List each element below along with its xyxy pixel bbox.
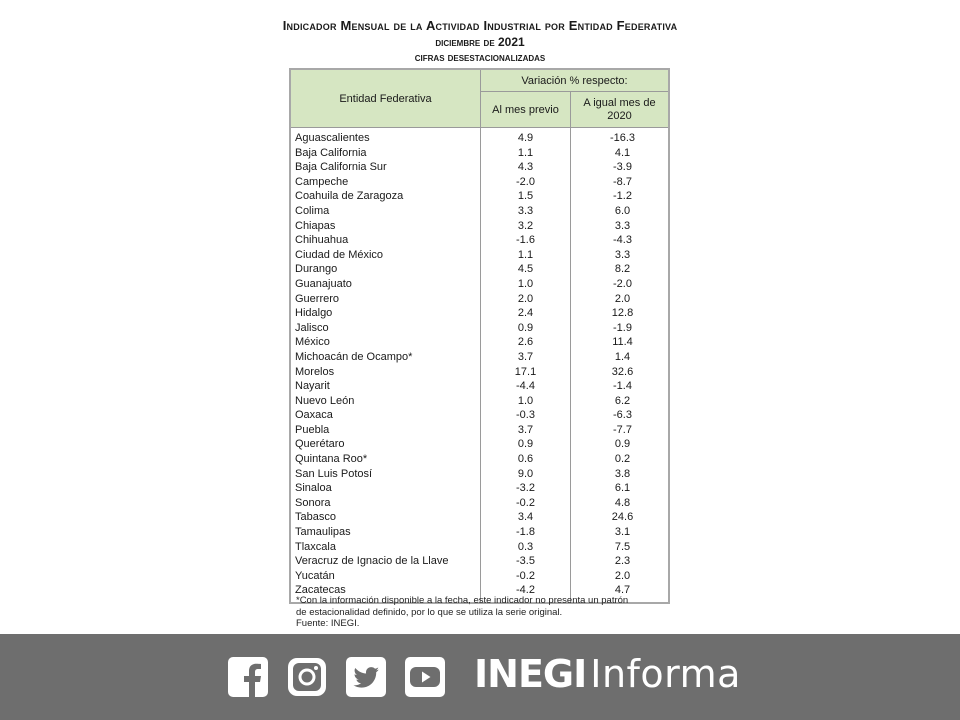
instagram-icon[interactable]	[287, 657, 327, 697]
cell-igual-mes: 2.3	[614, 555, 631, 568]
footnotes	[296, 595, 686, 630]
cell-entidad: Zacatecas	[291, 583, 481, 598]
cell-mes-previo: 3.2	[481, 219, 571, 234]
cell-igual-mes: -2.0	[613, 277, 632, 290]
cell-igual-mes: 3.3	[614, 248, 631, 261]
cell-entidad: Tlaxcala	[291, 540, 481, 555]
cell-entidad: Tamaulipas	[291, 525, 481, 540]
cell-igual-mes: -1.2	[613, 190, 632, 203]
cell-mes-previo: 4.3	[481, 160, 571, 175]
cell-igual-mes: 1.4	[614, 350, 631, 363]
cell-igual-mes: 6.1	[614, 482, 631, 495]
social-footer	[0, 634, 960, 720]
cell-entidad: San Luis Potosí	[291, 467, 481, 482]
cell-igual-mes: 4.1	[614, 146, 631, 159]
cell-igual-mes: 8.2	[614, 263, 631, 276]
report-date: diciembre de 2021	[435, 35, 525, 49]
cell-mes-previo: -3.2	[481, 481, 571, 496]
cell-mes-previo: 9.0	[481, 467, 571, 482]
cell-igual-mes: 2.0	[614, 569, 631, 582]
cell-igual-mes: -7.7	[613, 423, 632, 436]
header-igual-mes: A igual mes de 2020	[583, 96, 656, 122]
cell-mes-previo: 1.5	[481, 189, 571, 204]
cell-igual-mes: -1.9	[613, 321, 632, 334]
cell-mes-previo: 0.9	[481, 437, 571, 452]
cell-igual-mes: 3.8	[614, 467, 631, 480]
cell-entidad: Coahuila de Zaragoza	[291, 189, 481, 204]
report-subtitle: cifras desestacionalizadas	[414, 52, 546, 64]
cell-entidad: Chihuahua	[291, 233, 481, 248]
cell-entidad: Aguascalientes	[291, 131, 481, 146]
cell-igual-mes: 4.7	[614, 584, 631, 597]
cell-mes-previo: 2.6	[481, 335, 571, 350]
cell-mes-previo: -0.2	[481, 496, 571, 511]
cell-mes-previo: 4.5	[481, 262, 571, 277]
cell-entidad: Hidalgo	[291, 306, 481, 321]
cell-entidad: Morelos	[291, 365, 481, 380]
cell-mes-previo: -4.4	[481, 379, 571, 394]
youtube-icon[interactable]	[405, 657, 445, 697]
brand-informa: Informa	[590, 652, 741, 696]
cell-mes-previo: -4.2	[481, 583, 571, 598]
cell-entidad: Baja California Sur	[291, 160, 481, 175]
cell-mes-previo: 3.4	[481, 510, 571, 525]
cell-mes-previo: 0.9	[481, 321, 571, 336]
cell-entidad: Sinaloa	[291, 481, 481, 496]
cell-entidad: Colima	[291, 204, 481, 219]
cell-entidad: Nayarit	[291, 379, 481, 394]
cell-entidad: Jalisco	[291, 321, 481, 336]
cell-igual-mes: 11.4	[612, 336, 633, 349]
cell-entidad: México	[291, 335, 481, 350]
cell-mes-previo: 4.9	[481, 131, 571, 146]
cell-igual-mes: 6.0	[614, 204, 631, 217]
cell-mes-previo: -3.5	[481, 554, 571, 569]
header-entidad: Entidad Federativa	[291, 70, 481, 127]
cell-entidad: Durango	[291, 262, 481, 277]
cell-igual-mes: 3.3	[614, 219, 631, 232]
cell-igual-mes: 0.9	[614, 438, 631, 451]
twitter-icon[interactable]	[346, 657, 386, 697]
cell-mes-previo: 1.1	[481, 248, 571, 263]
footnote-line-2: de estacionalidad definido, por lo que se utiliza la serie original.	[296, 606, 563, 618]
cell-igual-mes: 0.2	[614, 453, 631, 466]
title-block	[0, 18, 960, 65]
cell-mes-previo: 1.1	[481, 146, 571, 161]
cell-igual-mes: -3.9	[613, 161, 632, 174]
cell-entidad: Guanajuato	[291, 277, 481, 292]
cell-entidad: Nuevo León	[291, 394, 481, 409]
cell-igual-mes: 3.1	[614, 526, 631, 539]
cell-igual-mes: 7.5	[614, 540, 631, 553]
cell-mes-previo: 2.4	[481, 306, 571, 321]
cell-entidad: Michoacán de Ocampo*	[291, 350, 481, 365]
header-mes-previo: Al mes previo	[481, 92, 571, 127]
cell-mes-previo: 3.7	[481, 350, 571, 365]
cell-entidad: Guerrero	[291, 292, 481, 307]
cell-mes-previo: -1.8	[481, 525, 571, 540]
cell-entidad: Sonora	[291, 496, 481, 511]
cell-igual-mes: -8.7	[613, 175, 632, 188]
cell-igual-mes: 2.0	[614, 292, 631, 305]
cell-mes-previo: 3.3	[481, 204, 571, 219]
cell-entidad: Oaxaca	[291, 408, 481, 423]
cell-entidad: Puebla	[291, 423, 481, 438]
cell-mes-previo: -0.2	[481, 569, 571, 584]
cell-igual-mes: 24.6	[611, 511, 634, 524]
cell-mes-previo: 3.7	[481, 423, 571, 438]
cell-mes-previo: 1.0	[481, 394, 571, 409]
cell-igual-mes: 4.8	[614, 496, 631, 509]
header-variacion: Variación % respecto:	[481, 70, 668, 92]
cell-entidad: Ciudad de México	[291, 248, 481, 263]
cell-igual-mes: 32.6	[611, 365, 634, 378]
data-table	[289, 68, 670, 604]
cell-mes-previo: 0.6	[481, 452, 571, 467]
cell-entidad: Yucatán	[291, 569, 481, 584]
cell-igual-mes: -1.4	[613, 380, 632, 393]
cell-mes-previo: 1.0	[481, 277, 571, 292]
cell-igual-mes: -16.3	[609, 132, 636, 144]
table-header	[291, 70, 668, 128]
cell-igual-mes: -6.3	[613, 409, 632, 422]
brand-inegi: INEGI	[474, 652, 587, 696]
cell-mes-previo: -2.0	[481, 175, 571, 190]
cell-mes-previo: 17.1	[481, 365, 571, 380]
inegi-informa-logo	[474, 652, 741, 702]
facebook-icon[interactable]	[228, 657, 268, 697]
cell-igual-mes: 12.8	[611, 307, 634, 320]
cell-igual-mes: -4.3	[613, 234, 632, 247]
cell-mes-previo: 2.0	[481, 292, 571, 307]
footnote-line-1: *Con la información disponible a la fecha, este indicador no presenta un patrón	[296, 595, 629, 606]
cell-mes-previo: 0.3	[481, 540, 571, 555]
cell-entidad: Baja California	[291, 146, 481, 161]
report-title: Indicador Mensual de la Actividad Industrial por Entidad Federativa	[282, 18, 678, 33]
cell-mes-previo: -0.3	[481, 408, 571, 423]
table-body	[291, 128, 668, 602]
cell-entidad: Tabasco	[291, 510, 481, 525]
cell-entidad: Veracruz de Ignacio de la Llave	[291, 554, 481, 569]
cell-entidad: Campeche	[291, 175, 481, 190]
cell-igual-mes: 6.2	[614, 394, 631, 407]
source-note: Fuente: INEGI.	[296, 618, 360, 629]
cell-mes-previo: -1.6	[481, 233, 571, 248]
cell-entidad: Chiapas	[291, 219, 481, 234]
cell-entidad: Quintana Roo*	[291, 452, 481, 467]
cell-entidad: Querétaro	[291, 437, 481, 452]
